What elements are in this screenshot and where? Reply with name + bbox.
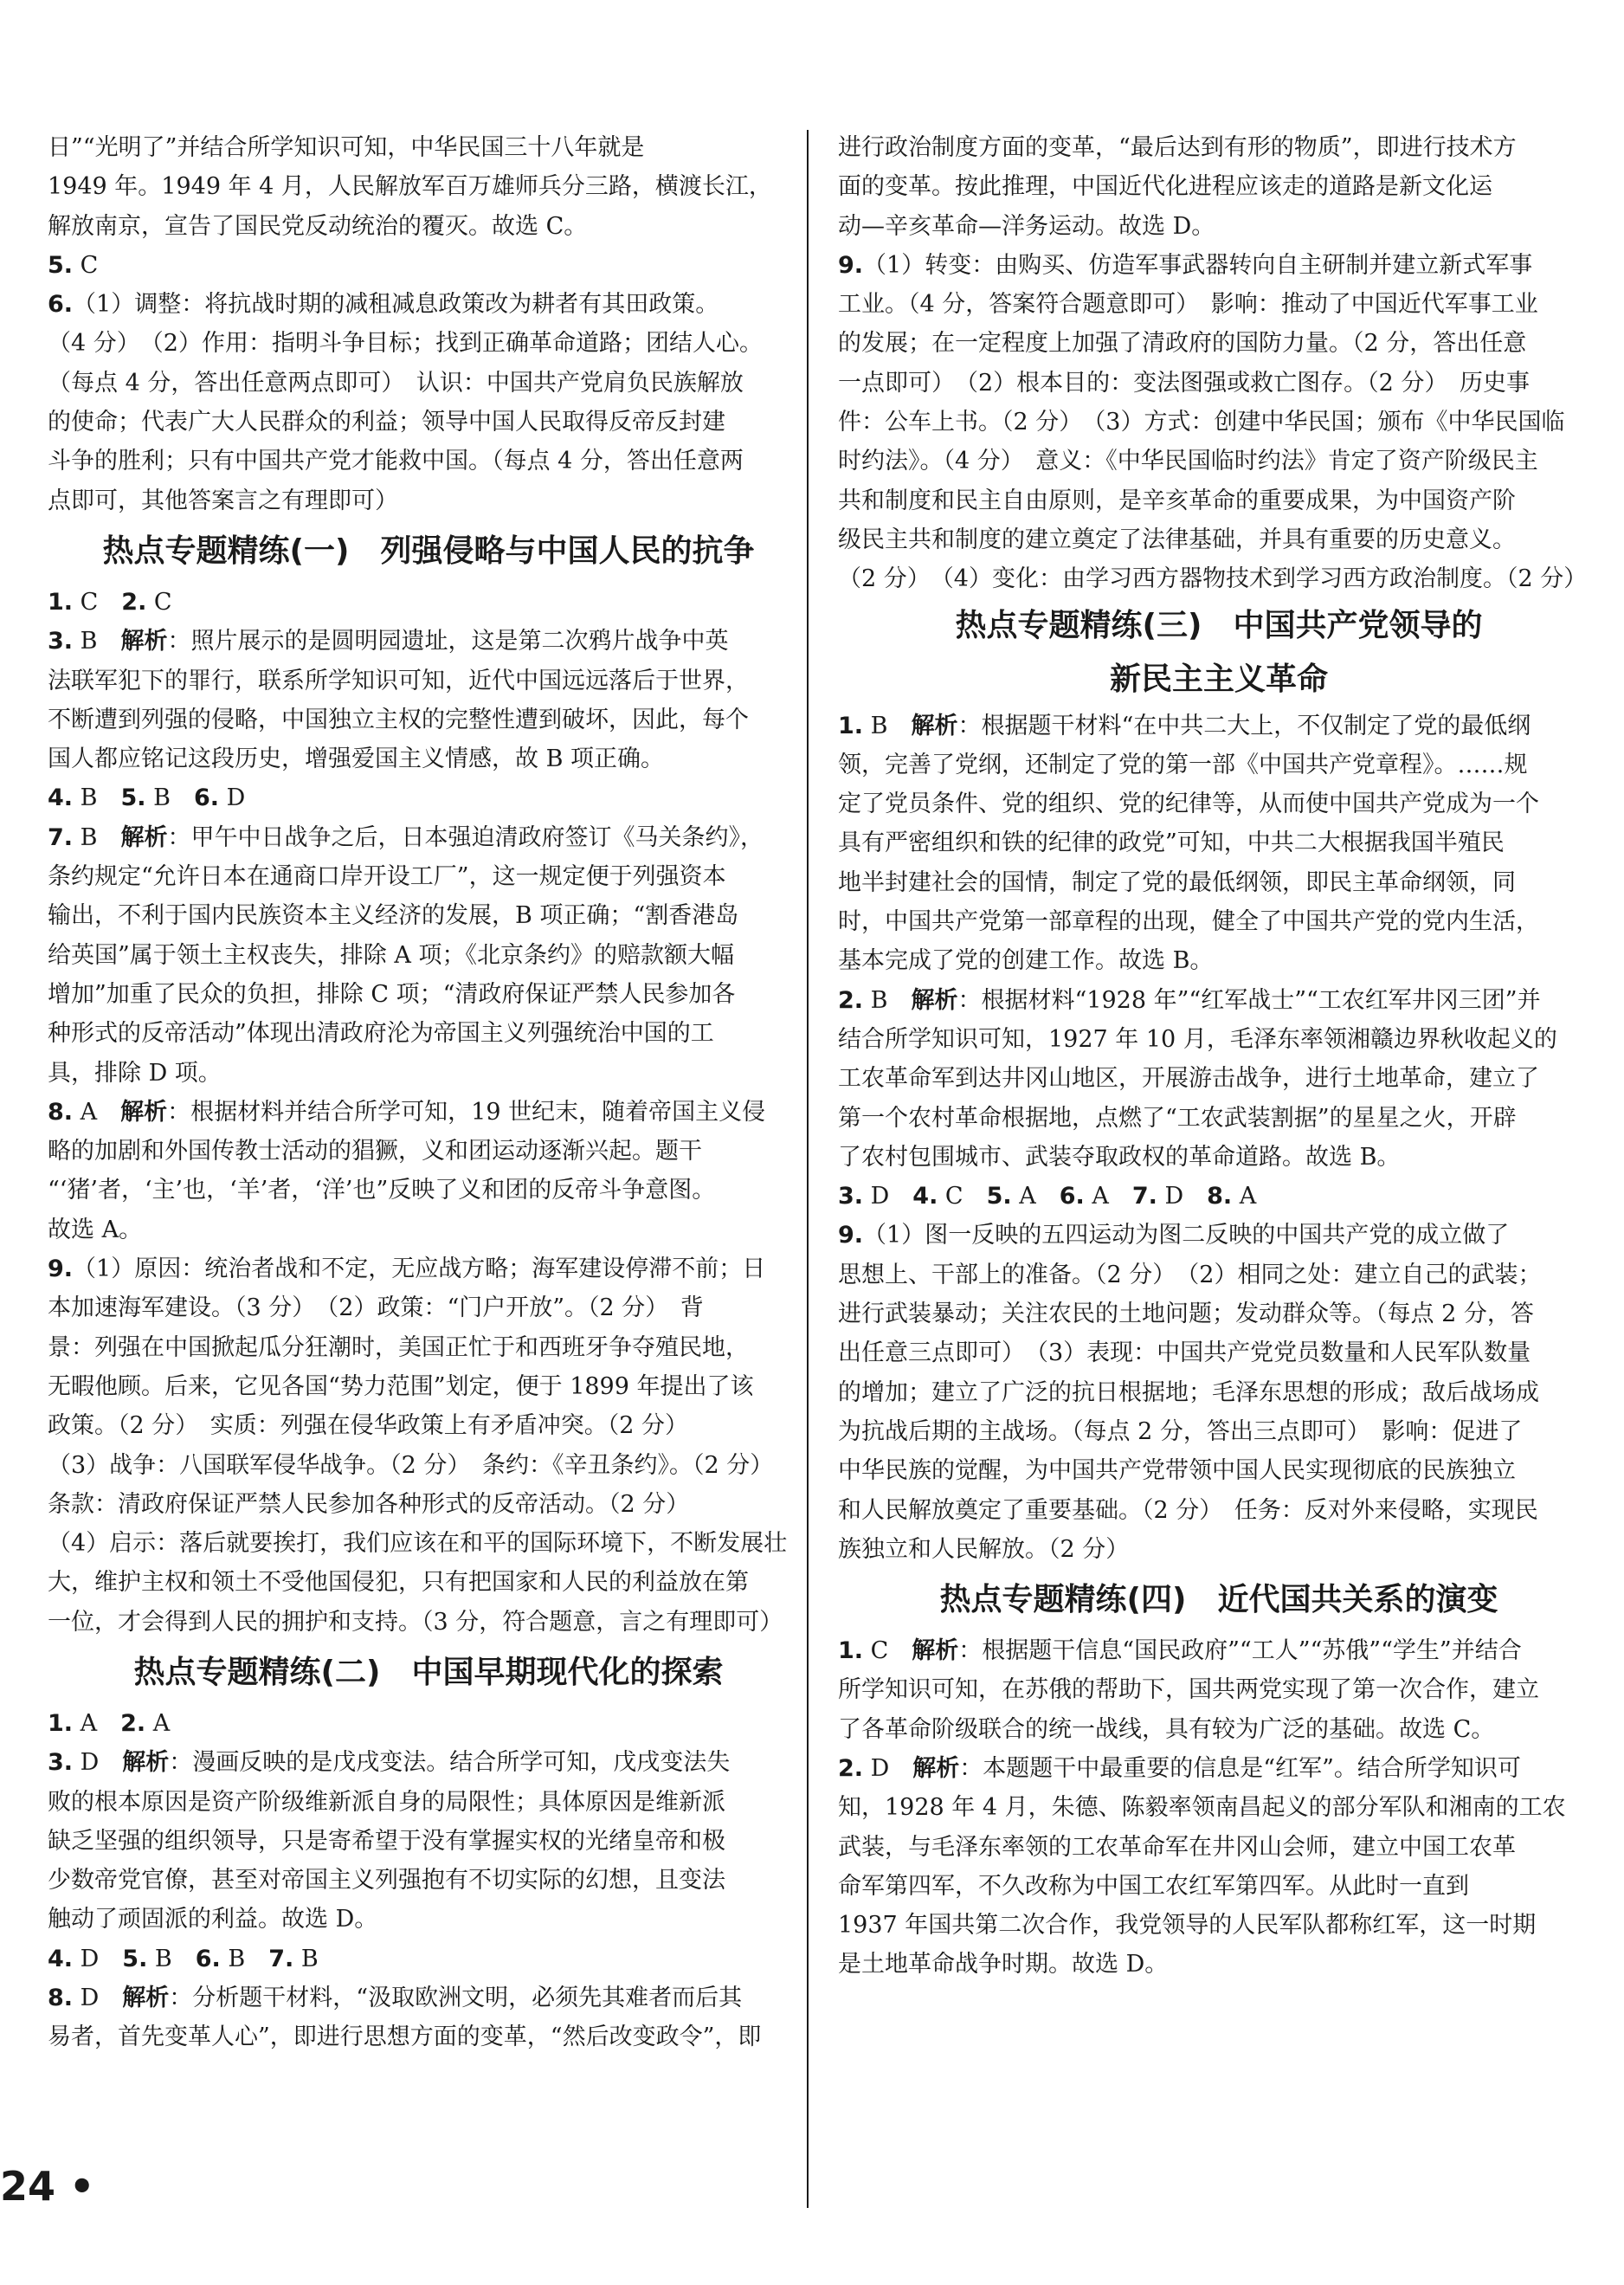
- line-text: 的增加；建立了广泛的抗日根据地；毛泽东思想的形成；敌后战场成: [838, 1378, 1539, 1406]
- question-number: 7.: [48, 823, 74, 851]
- page-number: 24 •: [0, 2163, 95, 2210]
- line-text: 本加速海军建设。（3 分） （2）政策：“门户开放”。（2 分） 背: [48, 1294, 704, 1322]
- question-number: 6.: [195, 1945, 221, 1972]
- text-line: [48, 1783, 809, 1822]
- line-text: B: [145, 784, 194, 812]
- analysis-label: 解析: [911, 986, 958, 1014]
- line-text: （1）原因：统治者战和不定，无应战方略；海军建设停滞不前；日: [73, 1255, 766, 1283]
- text-line: [48, 662, 809, 700]
- line-text: （1）转变：由购买、仿造军事武器转向自主研制并建立新式军事: [863, 251, 1533, 279]
- line-text: 法联军犯下的罪行，联系所学知识可知，近代中国远远落后于世界，: [48, 667, 749, 694]
- section-heading: 热点专题精练(四) 近代国共关系的演变: [939, 1582, 1498, 1618]
- line-text: 时约法》。（4 分） 意义：《中华民国临时约法》肯定了资产阶级民主: [838, 448, 1538, 475]
- analysis-label: 解析: [911, 712, 958, 739]
- line-text: 的使命；代表广大人民群众的利益；领导中国人民取得反帝反封建: [48, 409, 725, 436]
- line-text: 缺乏坚强的组织领导，只是寄希望于没有掌握实权的光绪皇帝和极: [48, 1827, 725, 1855]
- question-number: 2.: [838, 1754, 864, 1782]
- line-text: 出任意三点即可） （3）表现：中国共产党党员数量和人民军队数量: [838, 1339, 1531, 1367]
- line-text: 政策。（2 分） 实质：列强在侵华政策上有矛盾冲突。（2 分）: [48, 1412, 689, 1440]
- line-text: 地半封建社会的国情，制定了党的最低纲领，即民主革命纲领，同: [838, 868, 1516, 896]
- text-line: [838, 403, 1600, 442]
- text-line: [48, 700, 809, 739]
- question-number: 5.: [122, 1945, 148, 1972]
- line-text: 斗争的胜利；只有中国共产党才能救中国。（每点 4 分，答出任意两: [48, 448, 744, 475]
- text-line: [48, 1132, 809, 1171]
- question-number: 1.: [838, 1637, 864, 1665]
- question-number: 4.: [48, 784, 74, 812]
- line-text: 大，维护主权和领土不受他国侵犯，只有把国家和人民的利益放在第: [48, 1569, 749, 1597]
- line-text: D: [863, 1754, 913, 1782]
- text-line: [48, 1704, 809, 1743]
- question-number: 9.: [838, 1222, 864, 1249]
- text-line: [838, 981, 1600, 1020]
- analysis-label: 解析: [120, 628, 168, 655]
- section-heading: 热点专题精练(二) 中国早期现代化的探索: [133, 1654, 724, 1690]
- line-text: A: [73, 1709, 121, 1737]
- question-number: 4.: [48, 1945, 74, 1972]
- text-line: [48, 1093, 809, 1132]
- line-text: D: [73, 1749, 123, 1777]
- line-text: ：根据题干材料“在中共二大上，不仅制定了党的最低纲: [957, 712, 1531, 739]
- line-text: 面的变革。按此推理，中国近代化进程应该走的道路是新文化运: [838, 173, 1492, 201]
- line-text: 败的根本原因是资产阶级维新派自身的局限性；具体原因是维新派: [48, 1788, 725, 1816]
- question-number: 1.: [838, 712, 864, 739]
- text-line: [838, 1373, 1600, 1412]
- text-line: [838, 481, 1600, 520]
- text-line: [48, 818, 809, 857]
- line-text: 命军第四军，不久改称为中国工农红军第四军。从此时一直到: [838, 1872, 1469, 1900]
- text-line: [48, 1288, 809, 1327]
- text-line: [48, 207, 809, 246]
- right-column: [838, 128, 1600, 1985]
- line-text: 共和制度和民主自由原则，是辛亥革命的重要成果，为中国资产阶: [838, 487, 1516, 514]
- line-text: 一点即可） （2）根本目的：变法图强或救亡图存。（2 分） 历史事: [838, 369, 1530, 397]
- text-line: [838, 1788, 1600, 1827]
- question-number: 3.: [48, 628, 74, 655]
- text-line: [48, 1743, 809, 1782]
- line-text: 所学知识可知，在苏俄的帮助下，国共两党实现了第一次合作，建立: [838, 1676, 1539, 1704]
- line-text: 解放南京，宣告了国民党反动统治的覆灭。故选 C。: [48, 212, 588, 240]
- line-text: D: [73, 1945, 123, 1972]
- left-column: [48, 128, 809, 2057]
- text-line: [838, 1138, 1600, 1177]
- question-number: 5.: [986, 1183, 1012, 1210]
- line-text: A: [1084, 1183, 1132, 1210]
- text-line: [48, 1328, 809, 1367]
- line-text: B: [863, 986, 912, 1014]
- text-line: [48, 583, 809, 622]
- line-text: 和人民解放奠定了重要基础。（2 分） 任务：反对外来侵略，实现民: [838, 1496, 1538, 1524]
- text-line: [838, 1333, 1600, 1372]
- line-text: 易者，首先变革人心”，即进行思想方面的变革，“然后改变政令”，即: [48, 2024, 762, 2051]
- section-heading: 热点专题精练(三) 中国共产党领导的: [955, 607, 1483, 643]
- line-text: 基本完成了党的创建工作。故选 B。: [838, 947, 1214, 975]
- line-text: 思想上、干部上的准备。（2 分） （2）相同之处：建立自己的武装；: [838, 1261, 1542, 1288]
- text-line: [838, 784, 1600, 823]
- line-text: B: [220, 1945, 269, 1972]
- text-line: [48, 481, 809, 520]
- text-line: [838, 902, 1600, 941]
- line-text: 武装，与毛泽东率领的工农革命军在井冈山会师，建立中国工农革: [838, 1833, 1516, 1861]
- line-text: 一位，才会得到人民的拥护和支持。（3 分，符合题意，言之有理即可）: [48, 1608, 783, 1636]
- line-text: 第一个农村革命根据地，点燃了“工农武装割据”的星星之火，开辟: [838, 1104, 1517, 1132]
- line-text: （2 分） （4）变化：由学习西方器物技术到学习西方政治制度。（2 分）: [838, 565, 1588, 593]
- line-text: 工农革命军到达井冈山地区，开展游击战争，进行土地革命，建立了: [838, 1065, 1539, 1093]
- line-text: B: [73, 628, 121, 655]
- analysis-label: 解析: [912, 1754, 960, 1782]
- line-text: C: [863, 1637, 912, 1665]
- line-text: ：根据材料并结合所学可知，19 世纪末，随着帝国主义侵: [167, 1098, 766, 1126]
- line-text: 级民主共和制度的建立奠定了法律基础，并具有重要的历史意义。: [838, 526, 1516, 553]
- line-text: 故选 A。: [48, 1216, 143, 1243]
- line-text: 进行政治制度方面的变革，“最后达到有形的物质”，即进行技术方: [838, 134, 1517, 161]
- line-text: “‘猪’者，‘主’也，‘羊’者，‘洋’也”反映了义和团的反帝斗争意图。: [48, 1177, 716, 1204]
- text-line: [838, 1099, 1600, 1138]
- line-text: 定了党员条件、党的组织、党的纪律等，从而使中国共产党成为一个: [838, 791, 1539, 818]
- line-text: 具有严密组织和铁的纪律的政党”可知，中共二大根据我国半殖民: [838, 829, 1505, 857]
- text-line: [838, 1412, 1600, 1451]
- question-number: 2.: [120, 1709, 146, 1737]
- question-number: 6.: [193, 784, 220, 812]
- line-text: 景：列强在中国掀起瓜分狂潮时，美国正忙于和西班牙争夺殖民地，: [48, 1333, 749, 1361]
- line-text: 件：公车上书。（2 分） （3）方式：创建中华民国；颁布《中华民国临: [838, 409, 1565, 436]
- text-line: [48, 1014, 809, 1053]
- text-line: [48, 1940, 809, 1978]
- text-line: [838, 246, 1600, 285]
- line-text: 略的加剧和外国传教士活动的猖獗，义和团运动逐渐兴起。题干: [48, 1138, 702, 1165]
- line-text: B: [147, 1945, 196, 1972]
- question-number: 3.: [838, 1183, 864, 1210]
- text-line: [48, 1249, 809, 1288]
- text-line: [838, 1255, 1600, 1294]
- line-text: （1）图一反映的五四运动为图二反映的中国共产党的成立做了: [863, 1222, 1510, 1249]
- line-text: 条约规定“允许日本在通商口岸开设工厂”，这一规定便于列强资本: [48, 863, 726, 891]
- line-text: C: [938, 1183, 987, 1210]
- text-line: [838, 1177, 1600, 1216]
- text-line: [48, 403, 809, 442]
- line-text: 时，中国共产党第一部章程的出现，健全了中国共产党的党内生活，: [838, 908, 1539, 936]
- line-text: 了各革命阶级联合的统一战线，具有较为广泛的基础。故选 C。: [838, 1715, 1495, 1743]
- text-line: [48, 975, 809, 1014]
- text-line: [838, 1670, 1600, 1709]
- text-line: [48, 442, 809, 481]
- text-line: [48, 936, 809, 975]
- text-line: [838, 1491, 1600, 1530]
- line-text: 给英国”属于领土主权丧失，排除 A 项；《北京条约》的赔款额大幅: [48, 941, 734, 969]
- text-line: [838, 1906, 1600, 1945]
- text-line: [838, 1020, 1600, 1059]
- text-line: [48, 128, 809, 167]
- line-text: ：漫画反映的是戊戌变法。结合所学可知，戊戌变法失: [169, 1749, 731, 1777]
- text-line: [838, 941, 1600, 980]
- text-line: [838, 520, 1600, 559]
- text-line: [48, 622, 809, 661]
- line-text: ：根据材料“1928 年”“红军战士”“工农红军井冈三团”并: [957, 986, 1541, 1014]
- text-line: [838, 746, 1600, 784]
- question-number: 6.: [1059, 1183, 1085, 1210]
- text-line: [838, 324, 1600, 363]
- text-line: [838, 1945, 1600, 1984]
- section-heading: 新民主主义革命: [1109, 661, 1328, 697]
- question-number: 2.: [838, 986, 864, 1014]
- line-text: （4）启示：落后就要挨打，我们应该在和平的国际环境下，不断发展壮: [48, 1530, 788, 1558]
- line-text: 结合所学知识可知，1927 年 10 月，毛泽东率领湘赣边界秋收起义的: [838, 1025, 1557, 1053]
- text-line: [838, 1867, 1600, 1906]
- line-text: A: [1232, 1183, 1257, 1210]
- text-line: [48, 1054, 809, 1093]
- text-line: [838, 207, 1600, 246]
- line-text: 的发展；在一定程度上加强了清政府的国防力量。（2 分，答出任意: [838, 330, 1527, 358]
- question-number: 8.: [1207, 1183, 1233, 1210]
- text-line: [838, 1828, 1600, 1867]
- line-text: 为抗战后期的主战场。（每点 2 分，答出三点即可） 影响：促进了: [838, 1417, 1523, 1445]
- line-text: 中华民族的觉醒，为中国共产党带领中国人民实现彻底的民族独立: [838, 1457, 1516, 1485]
- text-line: [48, 896, 809, 935]
- text-line: [48, 1210, 809, 1249]
- line-text: 1937 年国共第二次合作，我党领导的人民军队都称红军，这一时期: [838, 1912, 1537, 1940]
- line-text: A: [1011, 1183, 1060, 1210]
- line-text: 少数帝党官僚，甚至对帝国主义列强抱有不切实际的幻想，且变法: [48, 1867, 725, 1894]
- question-number: 8.: [48, 1098, 74, 1126]
- line-text: B: [73, 784, 121, 812]
- text-line: [838, 707, 1600, 746]
- line-text: 族独立和人民解放。（2 分）: [838, 1535, 1130, 1563]
- text-line: [48, 857, 809, 896]
- line-text: C: [73, 251, 99, 279]
- line-text: 触动了顽固派的利益。故选 D。: [48, 1906, 378, 1933]
- question-number: 1.: [48, 1709, 74, 1737]
- question-number: 9.: [48, 1255, 74, 1283]
- analysis-label: 解析: [122, 1749, 170, 1777]
- line-text: 进行武装暴动；关注农民的土地问题；发动群众等。（每点 2 分，答: [838, 1301, 1534, 1328]
- text-line: [48, 778, 809, 817]
- text-line: [838, 364, 1600, 403]
- line-text: 1949 年。1949 年 4 月，人民解放军百万雄师兵分三路，横渡长江，: [48, 173, 772, 201]
- text-line: [48, 246, 809, 285]
- line-text: 日”“光明了”并结合所学知识可知，中华民国三十八年就是: [48, 134, 645, 161]
- line-text: （1）调整：将抗战时期的减租减息政策改为耕者有其田政策。: [73, 291, 719, 319]
- line-text: ：甲午中日战争之后，日本强迫清政府签订《马关条约》，: [167, 823, 764, 851]
- line-text: ：根据题干信息“国民政府”“工人”“苏俄”“学生”并结合: [958, 1637, 1522, 1665]
- line-text: 增加”加重了民众的负担，排除 C 项；“清政府保证严禁人民参加各: [48, 980, 736, 1008]
- analysis-label: 解析: [122, 1985, 170, 2012]
- line-text: C: [146, 588, 172, 616]
- line-text: （3）战争：八国联军侵华战争。（2 分） 条约：《辛丑条约》。（2 分）: [48, 1451, 774, 1479]
- line-text: 了农村包围城市、武装夺取政权的革命道路。故选 B。: [838, 1143, 1401, 1171]
- text-line: [48, 1367, 809, 1406]
- text-line: [48, 285, 809, 324]
- question-number: 3.: [48, 1749, 74, 1777]
- text-line: [48, 739, 809, 778]
- text-line: [838, 1216, 1600, 1255]
- line-text: 点即可，其他答案言之有理即可）: [48, 487, 398, 514]
- text-line: [838, 1451, 1600, 1490]
- line-text: 领，完善了党纲，还制定了党的第一部《中国共产党章程》。……规: [838, 751, 1528, 778]
- line-text: 知，1928 年 4 月，朱德、陈毅率领南昌起义的部分军队和湘南的工农: [838, 1794, 1566, 1822]
- text-line: [48, 1861, 809, 1900]
- line-text: 种形式的反帝活动”体现出清政府沦为帝国主义列强统治中国的工: [48, 1020, 714, 1048]
- text-line: [48, 324, 809, 363]
- text-line: [838, 1631, 1600, 1670]
- line-text: 国人都应铭记这段历史，增强爱国主义情感，故 B 项正确。: [48, 746, 665, 773]
- text-line: [838, 1749, 1600, 1788]
- line-text: 输出，不利于国内民族资本主义经济的发展，B 项正确；“割香港岛: [48, 902, 739, 930]
- line-text: 不断遭到列强的侵略，中国独立主权的完整性遭到破坏，因此，每个: [48, 706, 749, 733]
- line-text: D: [863, 1183, 913, 1210]
- text-line: [48, 1171, 809, 1210]
- line-text: 动—辛亥革命—洋务运动。故选 D。: [838, 212, 1215, 240]
- line-text: ：照片展示的是圆明园遗址，这是第二次鸦片战争中英: [167, 628, 729, 655]
- question-number: 9.: [838, 251, 864, 279]
- line-text: B: [73, 823, 121, 851]
- line-text: C: [73, 588, 122, 616]
- question-number: 6.: [48, 291, 74, 319]
- question-number: 1.: [48, 588, 74, 616]
- text-line: [838, 442, 1600, 481]
- text-line: [838, 1294, 1600, 1333]
- text-line: [838, 1059, 1600, 1098]
- analysis-label: 解析: [120, 1098, 168, 1126]
- line-text: （每点 4 分，答出任意两点即可） 认识：中国共产党肩负民族解放: [48, 369, 744, 397]
- line-text: 具，排除 D 项。: [48, 1059, 222, 1087]
- text-line: [48, 2017, 809, 2056]
- line-text: 无暇他顾。后来，它见各国“势力范围”划定，便于 1899 年提出了该: [48, 1372, 754, 1400]
- line-text: 工业。（4 分，答案符合题意即可） 影响：推动了中国近代军事工业: [838, 291, 1538, 319]
- text-line: [838, 1710, 1600, 1749]
- text-line: [48, 1446, 809, 1485]
- analysis-label: 解析: [120, 823, 168, 851]
- line-text: B: [293, 1945, 319, 1972]
- line-text: B: [863, 712, 912, 739]
- section-heading: 热点专题精练(一) 列强侵略与中国人民的抗争: [102, 533, 755, 569]
- text-line: [838, 559, 1600, 598]
- text-line: [838, 823, 1600, 862]
- text-line: [48, 1822, 809, 1861]
- line-text: ：本题题干中最重要的信息是“红军”。结合所学知识可: [959, 1754, 1521, 1782]
- question-number: 4.: [912, 1183, 938, 1210]
- question-number: 7.: [1131, 1183, 1157, 1210]
- line-text: 是土地革命战争时期。故选 D。: [838, 1951, 1169, 1978]
- line-text: A: [73, 1098, 121, 1126]
- text-line: [838, 285, 1600, 324]
- line-text: ：分析题干材料，“汲取欧洲文明，必须先其难者而后其: [169, 1985, 743, 2012]
- text-line: [48, 364, 809, 403]
- analysis-label: 解析: [912, 1637, 959, 1665]
- text-line: [48, 1406, 809, 1445]
- line-text: D: [73, 1985, 123, 2012]
- text-line: [838, 167, 1600, 206]
- text-line: [48, 1978, 809, 2017]
- question-number: 7.: [268, 1945, 294, 1972]
- line-text: D: [219, 784, 246, 812]
- text-line: [48, 167, 809, 206]
- text-line: [48, 1603, 809, 1642]
- line-text: （4 分） （2）作用：指明斗争目标；找到正确革命道路；团结人心。: [48, 330, 763, 358]
- question-number: 8.: [48, 1985, 74, 2012]
- text-line: [48, 1485, 809, 1524]
- text-line: [48, 1524, 809, 1563]
- text-line: [48, 1900, 809, 1939]
- question-number: 2.: [121, 588, 147, 616]
- question-number: 5.: [120, 784, 146, 812]
- line-text: A: [145, 1709, 171, 1737]
- text-line: [838, 128, 1600, 167]
- line-text: D: [1157, 1183, 1208, 1210]
- line-text: 条款：清政府保证严禁人民参加各种形式的反帝活动。（2 分）: [48, 1490, 690, 1518]
- text-line: [838, 863, 1600, 902]
- text-line: [48, 1563, 809, 1602]
- question-number: 5.: [48, 251, 74, 279]
- text-line: [838, 1530, 1600, 1569]
